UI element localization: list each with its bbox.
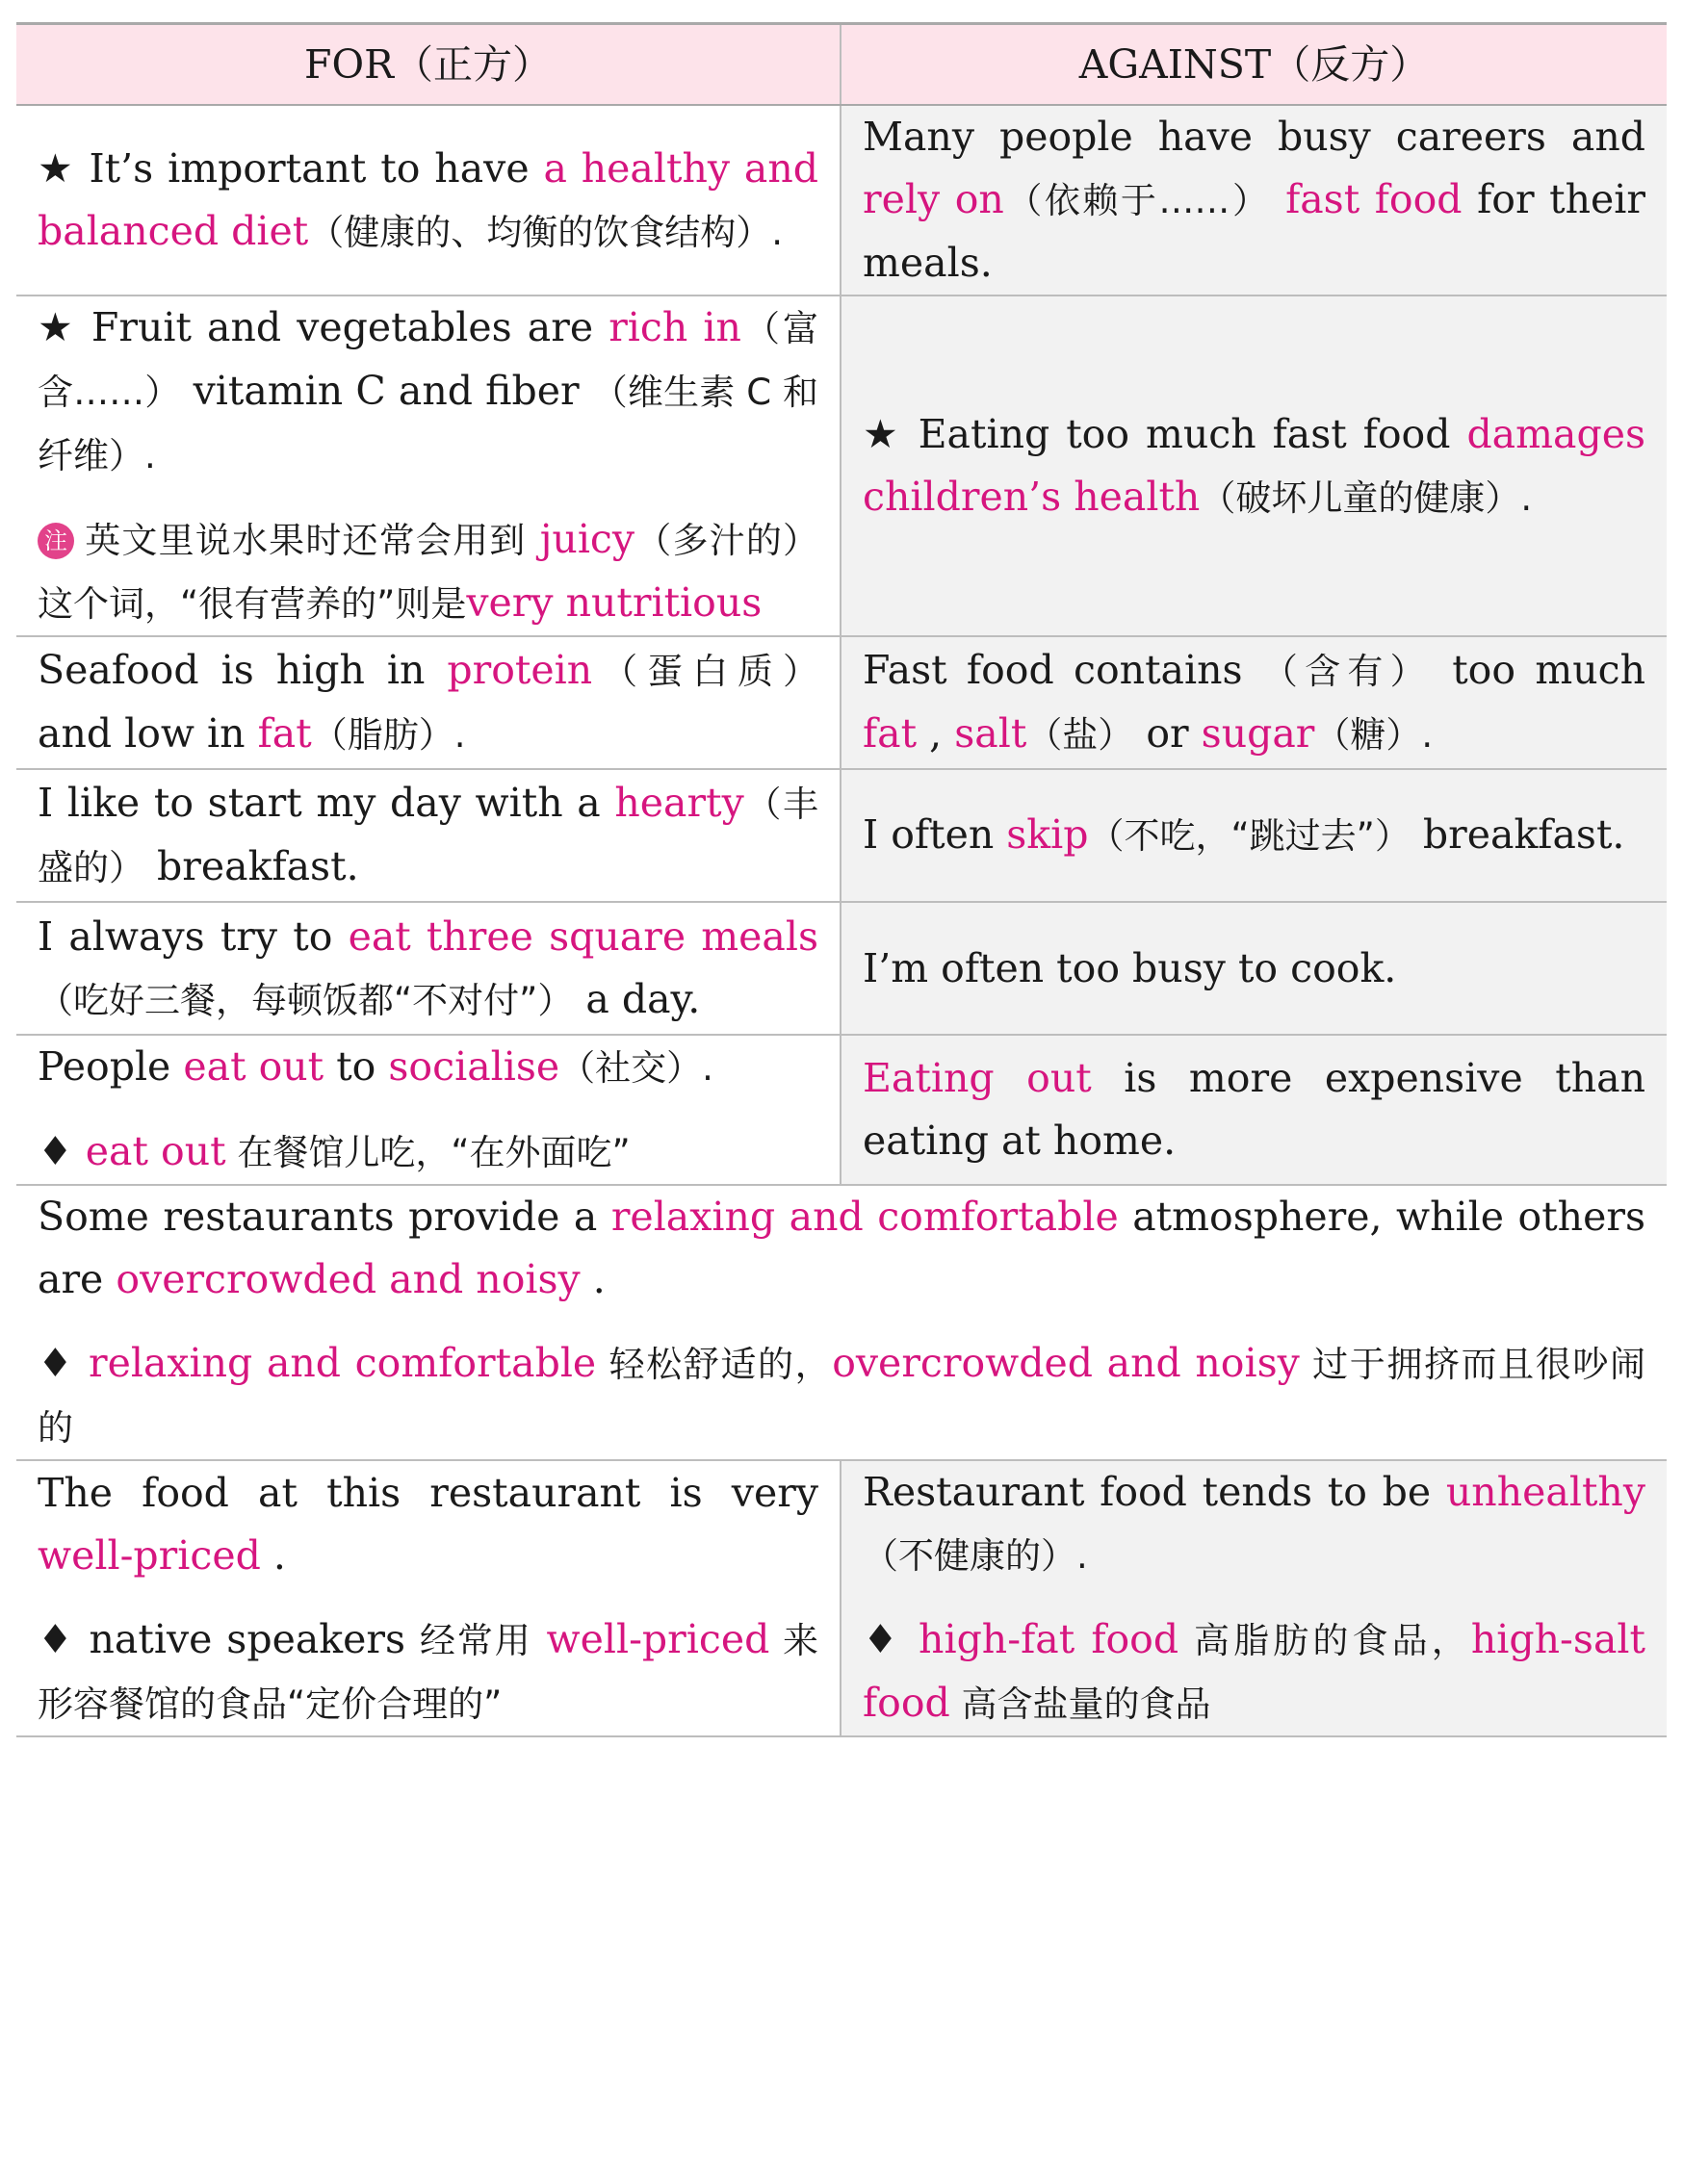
text-segment: atmosphere, while others are xyxy=(38,1194,1645,1302)
text-segment: People xyxy=(38,1043,184,1090)
highlighted-phrase: Eating out xyxy=(863,1055,1092,1101)
table-row xyxy=(16,769,1667,902)
chinese-gloss: 在餐馆儿吃，“在外面吃” xyxy=(225,1132,631,1173)
chinese-gloss: 过于拥挤而且很吵闹的 xyxy=(38,1344,1645,1449)
highlighted-phrase: eat out xyxy=(85,1128,226,1174)
highlighted-phrase: a healthy and balanced diet xyxy=(38,144,819,254)
for-against-table xyxy=(16,22,1667,1737)
chinese-gloss: 高脂肪的食品， xyxy=(1178,1620,1471,1661)
cell-paragraph xyxy=(863,1608,1645,1735)
for-cell xyxy=(16,1035,841,1185)
text-segment: ★ Eating too much fast food xyxy=(863,410,1467,457)
text-segment: . xyxy=(580,1256,606,1302)
cell-paragraph xyxy=(38,1036,818,1099)
cell-paragraph xyxy=(38,1120,818,1184)
highlighted-phrase: skip xyxy=(1006,811,1089,858)
cell-paragraph xyxy=(863,403,1645,529)
paragraph-gap xyxy=(38,1587,818,1608)
cell-paragraph xyxy=(38,1186,1645,1311)
cell-paragraph xyxy=(38,1608,818,1735)
highlighted-phrase: sugar xyxy=(1201,710,1315,757)
text-segment: breakfast. xyxy=(144,843,359,889)
cell-paragraph xyxy=(38,508,818,635)
paragraph-gap xyxy=(38,487,818,508)
highlighted-phrase: well-priced xyxy=(546,1615,770,1662)
for-cell xyxy=(16,105,841,295)
highlighted-phrase: fast food xyxy=(1285,176,1463,222)
cell-paragraph xyxy=(38,639,818,766)
chinese-gloss: （丰盛的） xyxy=(38,784,818,888)
highlighted-phrase: unhealthy xyxy=(1445,1469,1645,1515)
against-cell xyxy=(841,295,1667,636)
highlighted-phrase: eat out xyxy=(183,1043,324,1090)
table-row xyxy=(16,105,1667,295)
chinese-gloss: （社交）. xyxy=(559,1047,713,1089)
table-row xyxy=(16,636,1667,769)
text-segment: ♦ xyxy=(38,1340,89,1386)
paragraph-gap xyxy=(863,1587,1645,1608)
chinese-gloss: 高含盐量的食品 xyxy=(949,1683,1211,1725)
header-against: AGAINST（反方） xyxy=(841,24,1667,106)
highlighted-phrase: high-fat food xyxy=(919,1616,1179,1662)
highlighted-phrase: rich in xyxy=(608,304,741,350)
chinese-gloss: （不健康的）. xyxy=(863,1535,1088,1577)
chinese-gloss: （不吃，“跳过去”） xyxy=(1088,815,1411,857)
chinese-gloss: 轻松舒适的， xyxy=(596,1344,833,1385)
cell-paragraph xyxy=(863,1461,1645,1587)
highlighted-phrase: relaxing and comfortable xyxy=(89,1340,597,1386)
text-segment: for their meals. xyxy=(863,176,1645,286)
chinese-gloss: （脂肪）. xyxy=(311,714,466,756)
text-segment: too much xyxy=(1432,647,1645,693)
chinese-gloss: （健康的、均衡的饮食结构）. xyxy=(308,211,784,253)
highlighted-phrase: fat xyxy=(257,710,312,757)
chinese-gloss: （多汁的）这个词，“很有营养的”则是 xyxy=(38,520,819,625)
table-row xyxy=(16,902,1667,1035)
text-segment: Seafood is high in xyxy=(38,647,448,693)
highlighted-phrase: salt xyxy=(954,710,1027,757)
chinese-gloss: 来形容餐馆的食品“定价合理的” xyxy=(38,1619,818,1725)
against-cell xyxy=(841,636,1667,769)
table-row xyxy=(16,1460,1667,1736)
chinese-gloss: （含有） xyxy=(1261,651,1433,692)
highlighted-phrase: juicy xyxy=(539,516,635,562)
text-segment: to xyxy=(324,1043,389,1090)
document-page xyxy=(16,22,1667,1737)
chinese-gloss: （富含……） xyxy=(38,308,818,413)
against-cell xyxy=(841,1460,1667,1736)
cell-paragraph xyxy=(863,804,1645,867)
cell-paragraph xyxy=(38,906,818,1032)
chinese-gloss: （蛋白质） xyxy=(592,651,819,692)
table-header-row xyxy=(16,24,1667,106)
highlighted-phrase: socialise xyxy=(388,1043,560,1090)
chinese-gloss: （盐） xyxy=(1026,714,1134,756)
table-row-full xyxy=(16,1185,1667,1460)
chinese-gloss: 英文里说水果时还常会用到 xyxy=(84,520,527,561)
highlighted-phrase: protein xyxy=(447,647,593,693)
text-segment: I often xyxy=(863,811,1007,858)
chinese-gloss: （依赖于……） xyxy=(1003,180,1271,221)
text-segment: , xyxy=(917,710,955,757)
text-segment: I’m often too busy to cook. xyxy=(863,944,1397,991)
cell-paragraph xyxy=(38,1332,1645,1459)
text-segment: Fast food contains xyxy=(863,647,1262,693)
against-cell xyxy=(841,769,1667,902)
text-segment xyxy=(526,516,539,562)
highlighted-phrase: hearty xyxy=(614,780,744,826)
text-segment: Some restaurants provide a xyxy=(38,1194,611,1240)
text-segment: . xyxy=(260,1531,286,1579)
table-row xyxy=(16,1035,1667,1185)
highlighted-phrase: overcrowded and noisy xyxy=(832,1340,1300,1386)
text-segment: is more expensive than eating at home. xyxy=(863,1055,1645,1164)
for-cell xyxy=(16,295,841,636)
paragraph-gap xyxy=(38,1099,818,1120)
highlighted-phrase: high-salt food xyxy=(863,1616,1645,1726)
highlighted-phrase: damages children’s health xyxy=(863,410,1645,520)
against-cell xyxy=(841,902,1667,1035)
cell-paragraph xyxy=(863,106,1645,295)
for-cell xyxy=(16,769,841,902)
chinese-gloss: （破坏儿童的健康）. xyxy=(1200,476,1533,519)
chinese-gloss: （糖）. xyxy=(1314,714,1434,756)
cell-paragraph xyxy=(863,639,1645,766)
text-segment: ♦ native speakers xyxy=(38,1615,420,1662)
header-for: FOR（正方） xyxy=(16,24,841,106)
highlighted-phrase: very nutritious xyxy=(466,579,763,626)
cell-paragraph xyxy=(863,1047,1645,1172)
cell-paragraph xyxy=(38,138,818,264)
for-cell xyxy=(16,1460,841,1736)
text-segment xyxy=(1271,176,1286,222)
highlighted-phrase: fat xyxy=(863,710,918,757)
cell-paragraph xyxy=(38,772,818,899)
text-segment: breakfast. xyxy=(1410,811,1625,858)
table-row xyxy=(16,295,1667,636)
highlighted-phrase: overcrowded and noisy xyxy=(116,1256,581,1302)
text-segment: Restaurant food tends to be xyxy=(863,1469,1446,1515)
text-segment: Many people have busy careers and xyxy=(863,114,1645,160)
text-segment: and low in xyxy=(38,710,258,757)
cell-paragraph xyxy=(863,938,1645,1000)
text-segment: or xyxy=(1133,710,1202,757)
text-segment: ★ Fruit and vegetables are xyxy=(38,304,609,350)
chinese-gloss: （维生素 C 和纤维）. xyxy=(38,372,818,476)
text-segment: ♦ xyxy=(863,1616,919,1662)
highlighted-phrase: well-priced xyxy=(38,1531,261,1579)
for-cell xyxy=(16,636,841,769)
full-width-cell xyxy=(16,1185,1667,1460)
text-segment: I like to start my day with a xyxy=(38,780,615,826)
text-segment xyxy=(532,1616,547,1662)
cell-paragraph xyxy=(38,1462,818,1587)
highlighted-phrase: rely on xyxy=(863,176,1004,222)
text-segment: ♦ xyxy=(38,1128,86,1174)
text-segment: The food at this restaurant is very xyxy=(38,1469,818,1516)
cell-paragraph xyxy=(38,296,818,487)
chinese-gloss: （吃好三餐，每顿饭都“不对付”） xyxy=(38,979,574,1021)
text-segment: a day. xyxy=(573,975,701,1022)
against-cell xyxy=(841,1035,1667,1185)
for-cell xyxy=(16,902,841,1035)
text-segment: I always try to xyxy=(38,912,349,960)
text-segment: ★ It’s important to have xyxy=(38,144,544,192)
highlighted-phrase: eat three square meals xyxy=(348,912,818,960)
paragraph-gap xyxy=(38,1311,1645,1332)
text-segment: vitamin C and fiber xyxy=(180,368,592,414)
highlighted-phrase: relaxing and comfortable xyxy=(610,1194,1119,1240)
note-badge-icon: 注 xyxy=(38,523,74,559)
against-cell xyxy=(841,105,1667,295)
chinese-gloss: 经常用 xyxy=(419,1619,532,1661)
